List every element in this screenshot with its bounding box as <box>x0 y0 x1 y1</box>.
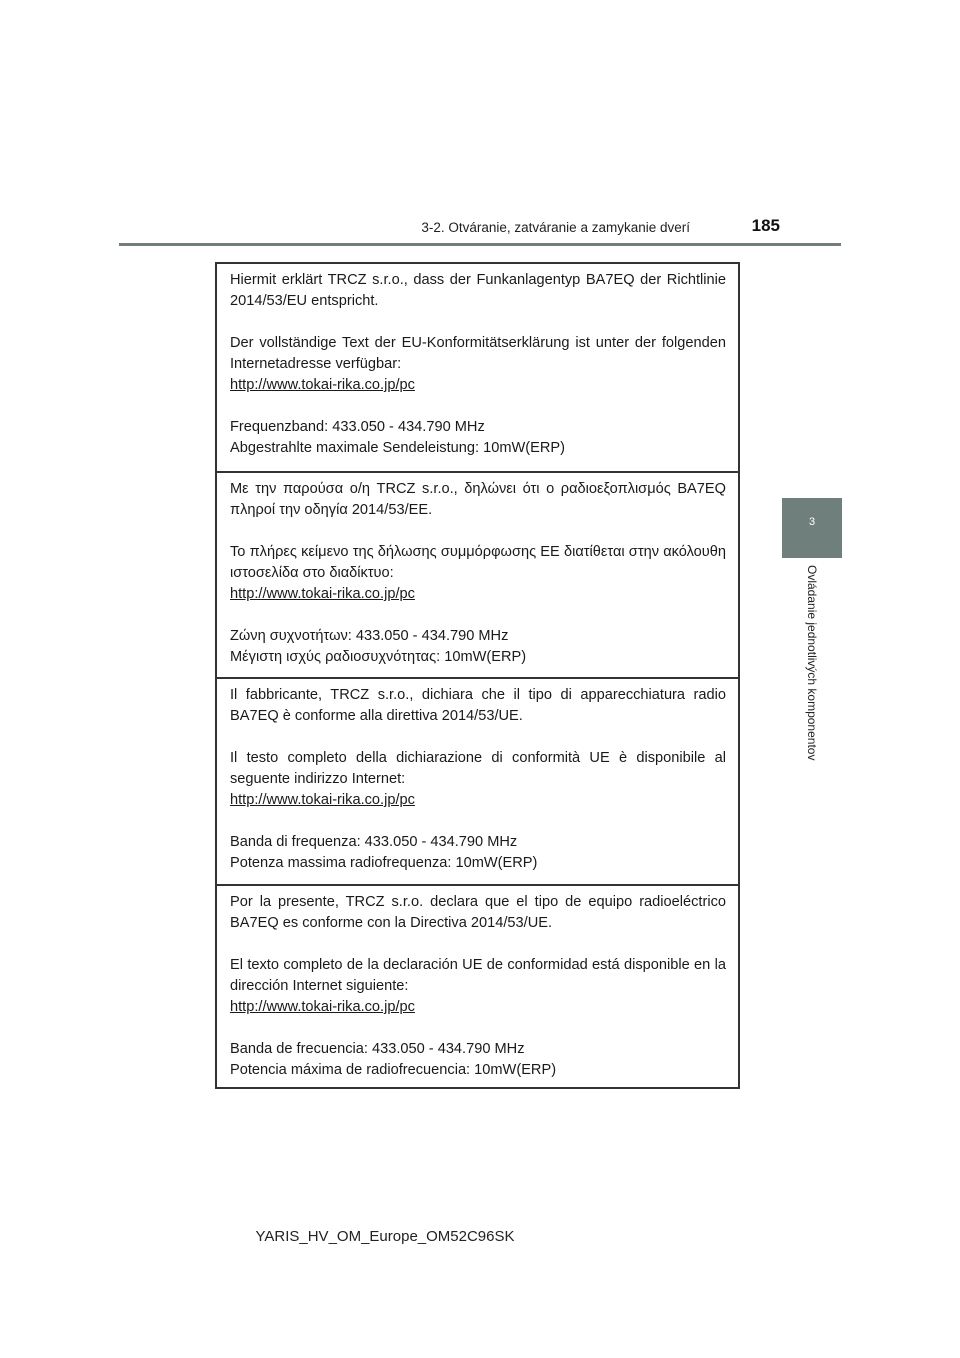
full-text-notice: Il testo completo della dichiarazione di conformità UE è disponibile al seguente indirizzo Internet: <box>230 750 726 787</box>
max-power: Potencia máxima de radiofrecuencia: 10mW(ERP) <box>230 1062 557 1078</box>
declaration-link[interactable]: http://www.tokai-rika.co.jp/pc <box>230 999 415 1015</box>
full-text-notice: Το πλήρες κείμενο της δήλωσης συμμόρφωσης ΕΕ διατίθεται στην ακόλουθη ιστοσελίδα στο διαδίκτυο: <box>230 544 726 581</box>
declaration-section-el <box>217 473 738 679</box>
chapter-label-text: Ovládanie jednotlivých komponentov <box>805 565 819 761</box>
frequency-band: Frequenzband: 433.050 - 434.790 MHz <box>230 419 485 435</box>
frequency-band: Ζώνη συχνοτήτων: 433.050 - 434.790 MHz <box>230 628 509 644</box>
declaration-statement: Hiermit erklärt TRCZ s.r.o., dass der Funkanlagentyp BA7EQ der Richtlinie 2014/53/EU entspricht. <box>230 272 726 309</box>
declaration-link[interactable]: http://www.tokai-rika.co.jp/pc <box>230 377 415 393</box>
chapter-label <box>805 565 819 825</box>
document-code <box>0 1228 770 1245</box>
frequency-band: Banda di frequenza: 433.050 - 434.790 MHz <box>230 834 518 850</box>
max-power: Abgestrahlte maximale Sendeleistung: 10mW(ERP) <box>230 440 565 456</box>
max-power: Μέγιστη ισχύς ραδιοσυχνότητας: 10mW(ERP) <box>230 649 527 665</box>
declaration-box <box>215 262 740 1089</box>
declaration-statement: Il fabbricante, TRCZ s.r.o., dichiara che il tipo di apparecchiatura radio BA7EQ è conforme alla direttiva 2014/53/UE. <box>230 687 726 724</box>
full-text-notice: El texto completo de la declaración UE de conformidad está disponible en la dirección Internet siguiente: <box>230 957 726 994</box>
document-code-text: YARIS_HV_OM_Europe_OM52C96SK <box>255 1228 515 1245</box>
max-power: Potenza massima radiofrequenza: 10mW(ERP) <box>230 855 538 871</box>
declaration-section-it <box>217 679 738 886</box>
declaration-statement: Por la presente, TRCZ s.r.o. declara que el tipo de equipo radioeléctrico BA7EQ es conforme con la Directiva 2014/53/UE. <box>230 894 726 931</box>
declaration-statement: Με την παρούσα ο/η TRCZ s.r.o., δηλώνει ότι ο ραδιοεξοπλισμός BA7EQ πληροί την οδηγία 2014/53/ΕΕ. <box>230 481 726 518</box>
declaration-link[interactable]: http://www.tokai-rika.co.jp/pc <box>230 792 415 808</box>
declaration-section-de <box>217 264 738 473</box>
section-title: 3-2. Otváranie, zatváranie a zamykanie dverí <box>421 220 690 235</box>
chapter-tab-number: 3 <box>808 516 816 528</box>
chapter-tab[interactable] <box>782 498 842 558</box>
frequency-band: Banda de frecuencia: 433.050 - 434.790 MHz <box>230 1041 525 1057</box>
full-text-notice: Der vollständige Text der EU-Konformitätserklärung ist unter der folgenden Internetadresse verfügbar: <box>230 335 726 372</box>
declaration-link[interactable]: http://www.tokai-rika.co.jp/pc <box>230 586 415 602</box>
header-divider <box>119 243 841 246</box>
declaration-section-es <box>217 886 738 1087</box>
page-number: 185 <box>751 216 780 235</box>
